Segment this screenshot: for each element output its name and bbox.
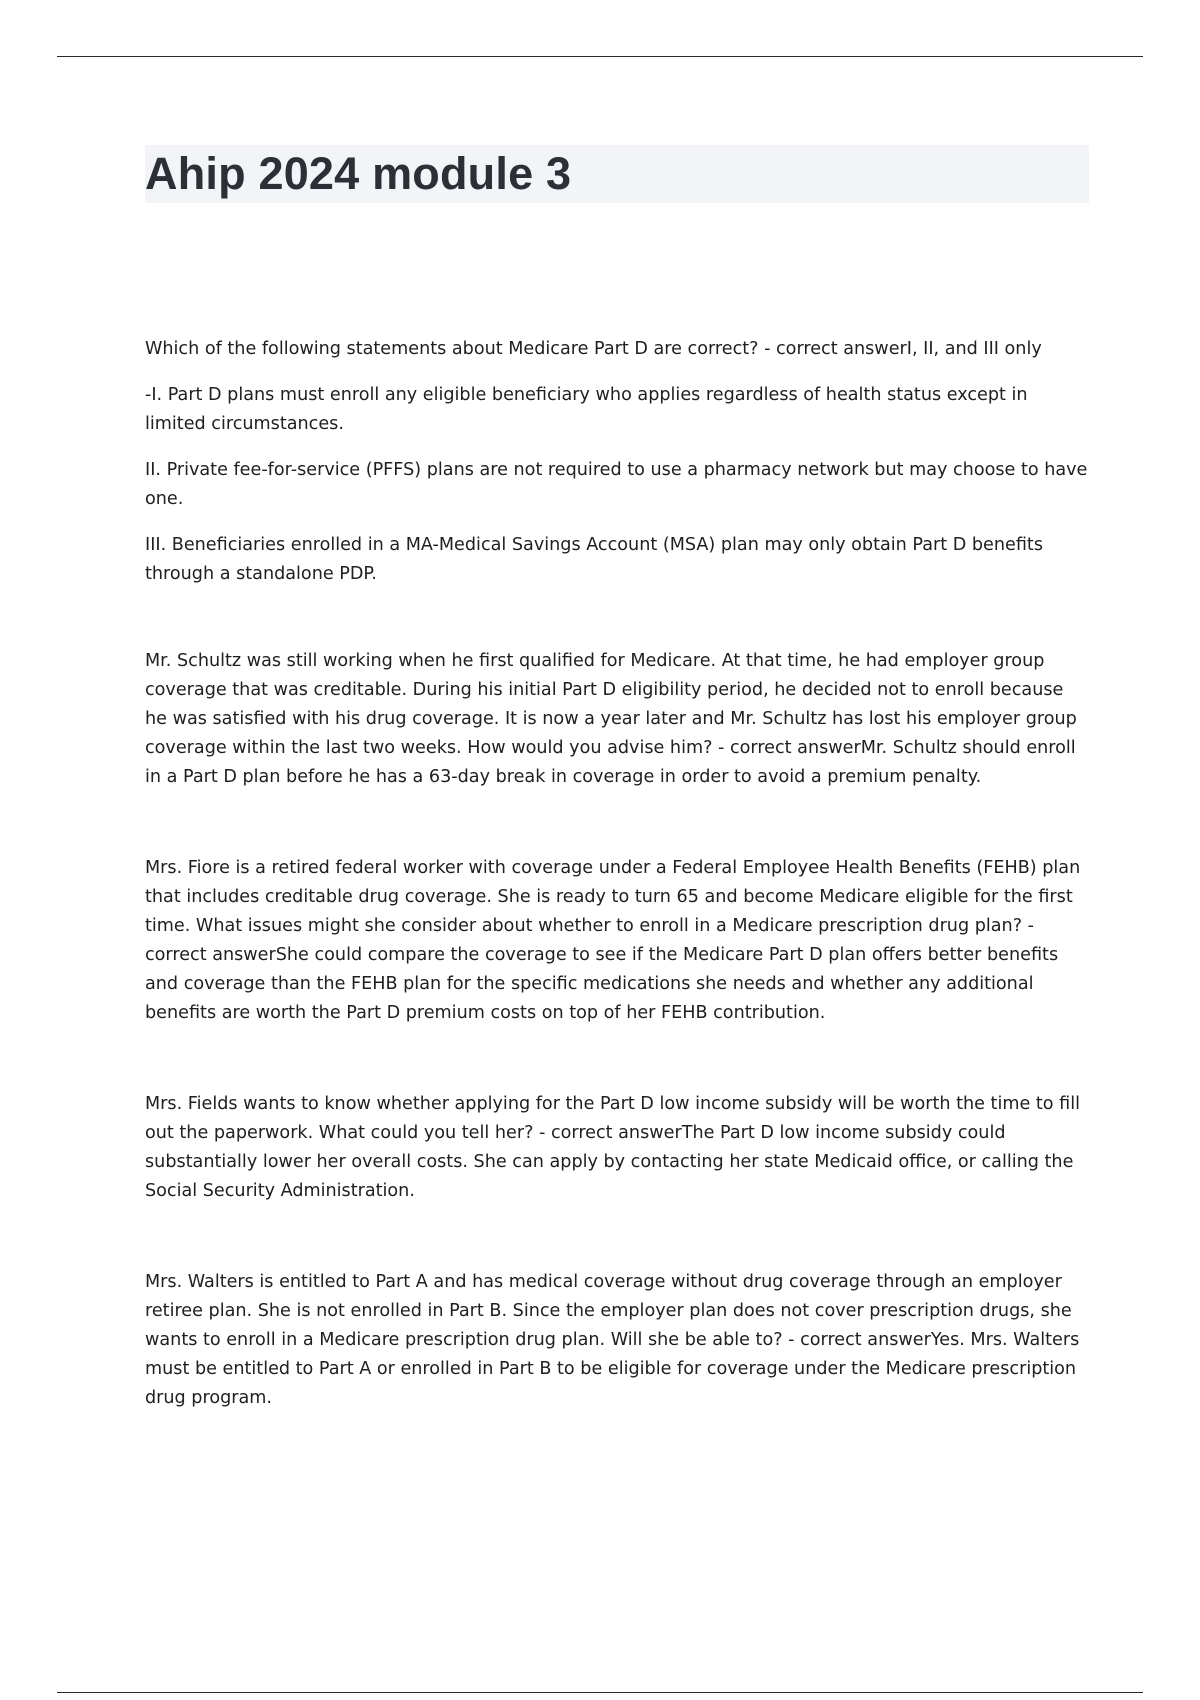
document-body	[145, 335, 1090, 1413]
bottom-divider	[57, 1692, 1143, 1693]
qa-item	[145, 335, 1090, 589]
statement-text: -I. Part D plans must enroll any eligible beneficiary who applies regardless of health status except in limited circumstances.	[145, 385, 1028, 434]
top-divider	[57, 56, 1143, 57]
qa-item	[145, 1090, 1090, 1206]
qa-item	[145, 1268, 1090, 1413]
question-answer-text: Which of the following statements about Medicare Part D are correct? - correct answerI, II, and III only	[145, 339, 1042, 359]
statement-text: II. Private fee-for-service (PFFS) plans are not required to use a pharmacy network but may choose to have one.	[145, 460, 1088, 509]
question-answer-text: Mrs. Fiore is a retired federal worker with coverage under a Federal Employee Health Benefits (FEHB) plan that includes creditable drug coverage. She is ready to turn 65 and become Medicare eligible for the first time. What issues might she consider about whether to enroll in a Medicare prescription drug plan? - correct answerShe could compare the coverage to see if the Medicare Part D plan offers better benefits and coverage than the FEHB plan for the specific medications she needs and whether any additional benefits are worth the Part D premium costs on top of her FEHB contribution.	[145, 858, 1081, 1023]
question-answer-text: Mrs. Walters is entitled to Part A and has medical coverage without drug coverage through an employer retiree plan. She is not enrolled in Part B. Since the employer plan does not cover prescription drugs, she wants to enroll in a Medicare prescription drug plan. Will she be able to? - correct answerYes. Mrs. Walters must be entitled to Part A or enrolled in Part B to be eligible for coverage under the Medicare prescription drug program.	[145, 1272, 1080, 1408]
qa-item	[145, 854, 1090, 1028]
question-answer-text: Mr. Schultz was still working when he first qualified for Medicare. At that time, he had employer group coverage that was creditable. During his initial Part D eligibility period, he decided not to enroll because he was satisfied with his drug coverage. It is now a year later and Mr. Schultz has lost his employer group coverage within the last two weeks. How would you advise him? - correct answerMr. Schultz should enroll in a Part D plan before he has a 63-day break in coverage in order to avoid a premium penalty.	[145, 651, 1077, 787]
question-answer-text: Mrs. Fields wants to know whether applying for the Part D low income subsidy will be worth the time to fill out the paperwork. What could you tell her? - correct answerThe Part D low income subsidy could substantially lower her overall costs. She can apply by contacting her state Medicaid office, or calling the Social Security Administration.	[145, 1094, 1081, 1201]
statement-text: III. Beneficiaries enrolled in a MA-Medical Savings Account (MSA) plan may only obtain Part D benefits through a standalone PDP.	[145, 535, 1043, 584]
qa-item	[145, 647, 1090, 792]
document-title: Ahip 2024 module 3	[145, 148, 572, 199]
